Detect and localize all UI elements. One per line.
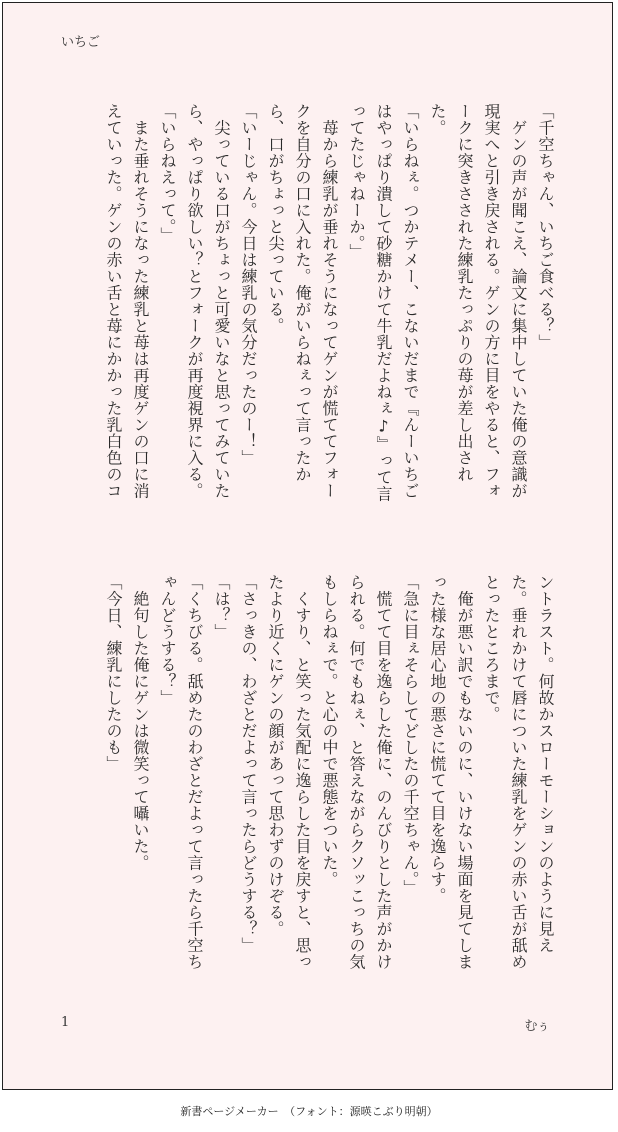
text-column-top [59,103,559,515]
paragraph: 「いらねぇ。つかテメー、こないだまで『んーいちごはやっぱり潰して砂糖かけて牛乳だよねぇ♪』って言ってたじゃねーか。」 [347,103,420,502]
paragraph: 俺が悪い訳でもないのに、いけない場面を見てしまった様な居心地の悪さに慌てて目を逸らす。 [428,574,474,970]
paragraph: また垂れそうになった練乳と苺は再度ゲンの口に消えていった。ゲンの赤い舌と苺にかかった乳白色のコ [104,103,150,499]
paragraph: 苺から練乳が垂れそうになってゲンが慌ててフォークを自分の口に入れた。俺がいらねぇって言ったから、口がちょっと尖っている。 [266,103,339,499]
paragraph: 「今日、練乳にしたのも」 [104,574,123,772]
running-header-title: いちご [61,35,101,50]
paragraph: 「いーじゃん。今日は練乳の気分だったのー！」 [239,103,258,466]
paragraph: くすり、と笑った気配に逸らした目を戻すと、思ったより近くにゲンの顔があって思わずのけぞる。 [266,574,312,970]
paragraph: 「は？」 [212,574,231,640]
paragraph: 「急に目ぇそらしてどしたの千空ちゃん。」 [401,574,420,896]
paragraph: ントラスト。何故かスローモーションのように見えた。垂れかけて唇についた練乳をゲンの赤い舌が舐めとったところまで。 [482,574,555,970]
book-page [2,2,613,1090]
generator-credit: 新書ページメーカー （フォント：源暎こぶり明朝） [180,1105,438,1118]
paragraph: 「いらねえって。」 [158,103,177,244]
paragraph: ゲンの声が聞こえ、論文に集中していた俺の意識が現実へと引き戻される。ゲンの方に目をやると、フォークに突きさされた練乳たっぷりの苺が差し出された。 [428,103,528,499]
author-name: むぅ [524,1019,550,1034]
page-number: 1 [61,1015,70,1030]
paragraph: 「千空ちゃん、いちご食べる？」 [536,103,555,351]
text-column-bottom [59,574,559,986]
paragraph: 慌てて目を逸らした俺に、のんびりとした声がかけられる。何でもねぇ、と答えながらクソッこっちの気もしらねぇで。と心の中で悪態をついた。 [320,574,393,970]
paragraph: 尖っている口がちょっと可愛いなと思ってみていたら、やっぱり欲しい？とフォークが再度視界に入る。 [185,103,231,499]
paragraph: 絶句した俺にゲンは微笑って囁いた。 [131,574,150,871]
paragraph: 「くちびる。舐めたのわざとだよって言ったら千空ちゃんどうする？」 [158,574,204,970]
paragraph: 「さっきの、わざとだよって言ったらどうする？」 [239,574,258,954]
